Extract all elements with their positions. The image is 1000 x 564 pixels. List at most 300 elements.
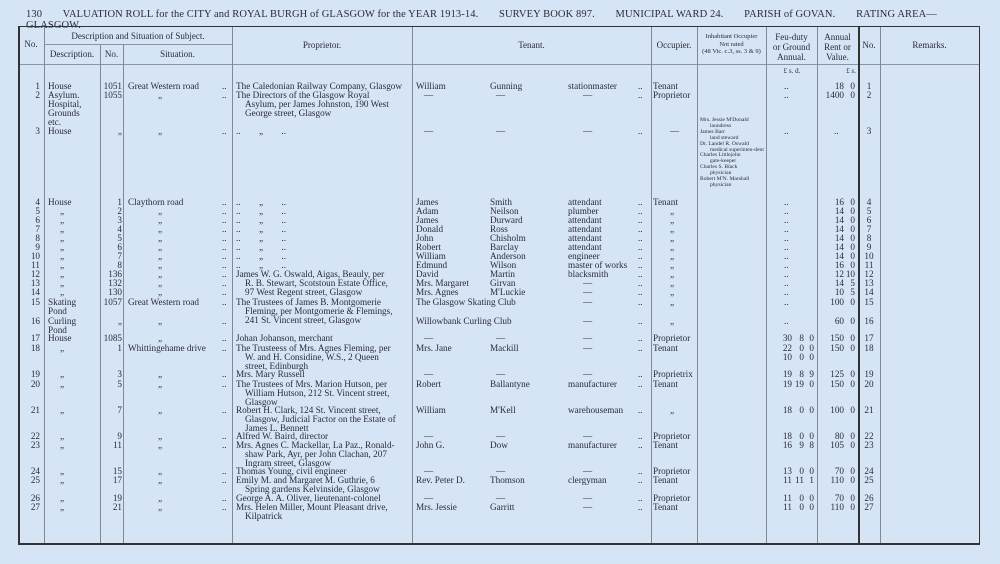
header-line: Value. [826, 52, 849, 62]
description: „ [60, 233, 65, 243]
description: „ [60, 475, 65, 485]
row-number: 2 [35, 90, 40, 100]
header-line: Feu-duty [775, 32, 808, 42]
feu-duty-pence: 8 [809, 440, 814, 450]
house-number: 17 [112, 475, 122, 485]
tenant-occupation: master of works [568, 260, 628, 270]
tenant-occupation: plumber [568, 206, 599, 216]
roll-title: VALUATION ROLL for the CITY and ROYAL BURGH of GLASGOW for the YEAR 1913-14. [62, 9, 479, 20]
situation: „ [158, 251, 163, 261]
occupier: Tenant [653, 502, 678, 512]
proprietor: .. „ .. [236, 126, 287, 136]
rent-shillings: 0 [850, 431, 855, 441]
header-feu-duty [766, 32, 817, 62]
tenant-surname: Smith [490, 197, 512, 207]
rent-pounds: 60 [834, 316, 844, 326]
tenant-occupation: — [583, 90, 593, 100]
tenant-surname: — [496, 333, 506, 343]
proprietor: Glasgow, Judicial Factor on the Estate of [245, 414, 396, 424]
inhabitant-occupier-line: land steward [710, 134, 739, 141]
row-number: 21 [30, 405, 40, 415]
proprietor: The Trustees of Mrs. Marion Hutson, per [236, 379, 388, 389]
occupier: Proprietor [653, 90, 691, 100]
tenant-occupation: attendant [568, 233, 602, 243]
tenant-occupation: — [583, 278, 593, 288]
tenant-first-name: William [416, 405, 446, 415]
row-number-right: 18 [864, 343, 874, 353]
leader-dots: .. [222, 126, 227, 136]
occupier: „ [670, 405, 675, 415]
feu-duty-pence: 0 [809, 333, 814, 343]
header-description: Description. [49, 49, 95, 59]
tenant-first-name: Mrs. Agnes [416, 287, 459, 297]
proprietor: The Trustees of James B. Montgomerie [236, 297, 381, 307]
table-row [0, 206, 1000, 216]
leader-dots: .. [222, 269, 227, 279]
header-line: Rent or [824, 42, 851, 52]
inhabitant-occupier-line: physician [710, 170, 732, 177]
rent-pounds: 70 [834, 493, 844, 503]
rent-pounds: 16 [834, 197, 844, 207]
feu-duty: .. [784, 126, 789, 136]
header-line: (48 Vic. c.3, ss. 3 & 9) [702, 48, 761, 55]
feu-duty-shillings: 8 [799, 369, 804, 379]
description: etc. [48, 117, 62, 127]
feu-duty-shillings: 0 [799, 405, 804, 415]
column-divider [817, 27, 818, 543]
description: „ [60, 251, 65, 261]
row-number: 17 [30, 333, 40, 343]
occupier: Tenant [653, 343, 678, 353]
table-row [0, 475, 1000, 494]
header-no: No. [24, 39, 38, 49]
column-divider [100, 44, 101, 543]
tenant-first-name: Robert [416, 379, 442, 389]
rent-shillings: 0 [850, 90, 855, 100]
feu-duty: .. [784, 90, 789, 100]
row-number: 8 [35, 233, 40, 243]
description: Skating [48, 297, 77, 307]
rent-pounds: 100 [830, 297, 844, 307]
tenant-first-name: Edmund [416, 260, 448, 270]
row-number-right: 27 [864, 502, 874, 512]
tenant-occupation: attendant [568, 242, 602, 252]
tenant-first-name: Donald [416, 224, 444, 234]
occupier: — [670, 126, 680, 136]
feu-duty-shillings: 0 [799, 493, 804, 503]
annual-rent: .. [834, 126, 839, 136]
feu-duty-pounds: 30 [782, 333, 792, 343]
column-divider [651, 27, 652, 543]
rent-shillings: 0 [850, 369, 855, 379]
rent-pounds: 10 [834, 287, 844, 297]
row-number-right: 10 [864, 251, 874, 261]
house-number: 7 [117, 405, 122, 415]
house-number: 8 [117, 260, 122, 270]
proprietor: .. „ .. [236, 206, 287, 216]
proprietor: Robert H. Clark, 124 St. Vincent street, [236, 405, 381, 415]
situation: „ [158, 206, 163, 216]
feu-duty-shillings: 9 [799, 440, 804, 450]
tenant-occupation: — [583, 126, 593, 136]
house-number: 130 [108, 287, 122, 297]
tenant-occupation: — [583, 431, 593, 441]
situation: „ [158, 215, 163, 225]
proprietor: Spring gardens Kelvinside, Glasgow [245, 484, 380, 494]
occupier: „ [670, 251, 675, 261]
description: House [48, 197, 72, 207]
leader-dots: .. [638, 197, 643, 207]
description: „ [60, 379, 65, 389]
header-line: Annual [824, 32, 851, 42]
proprietor: James L. Bennett [245, 423, 309, 433]
proprietor: Emily M. and Margaret M. Guthrie, 6 [236, 475, 375, 485]
table-row [0, 215, 1000, 225]
feu-duty: .. [784, 251, 789, 261]
table-row [0, 379, 1000, 407]
leader-dots: .. [638, 206, 643, 216]
description: House [48, 333, 72, 343]
page-title [26, 9, 1000, 31]
feu-duty-pence: 0 [809, 352, 814, 362]
tenant-occupation: — [583, 287, 593, 297]
tenant-occupation: — [583, 333, 593, 343]
tenant-first-name: William [416, 251, 446, 261]
feu-duty: .. [784, 297, 789, 307]
tenant-first-name: — [424, 126, 434, 136]
table-row [0, 502, 1000, 521]
house-number: 1085 [103, 333, 122, 343]
leader-dots: .. [638, 233, 643, 243]
leader-dots: .. [222, 81, 227, 91]
tenant-surname: — [496, 126, 506, 136]
inhabitant-occupier-line: Dr. Landel R. Oswald [700, 140, 749, 147]
header-line: Annual. [777, 52, 806, 62]
table-row [0, 81, 1000, 91]
occupier: Tenant [653, 475, 678, 485]
row-number: 24 [30, 466, 40, 476]
situation: „ [158, 475, 163, 485]
leader-dots: .. [222, 369, 227, 379]
rent-pounds: 14 [834, 251, 844, 261]
situation: „ [158, 333, 163, 343]
inhabitant-occupier-line: gate-keeper [710, 158, 737, 165]
tenant-surname: Ross [490, 224, 508, 234]
proprietor: shaw Park, Ayr, per John Clachan, 207 [245, 449, 387, 459]
row-number: 9 [35, 242, 40, 252]
feu-duty: .. [784, 224, 789, 234]
leader-dots: .. [222, 316, 227, 326]
header-proprietor: Proprietor. [302, 40, 342, 50]
tenant-first-name: John G. [416, 440, 445, 450]
feu-duty-shillings: 0 [799, 502, 804, 512]
occupier: Tenant [653, 81, 678, 91]
page-number: 130 [26, 9, 43, 20]
occupier: „ [670, 269, 675, 279]
tenant-occupation: — [583, 297, 593, 307]
feu-duty-pounds: 11 [783, 502, 792, 512]
proprietor: Fleming, per Montgomerie & Flemings, [245, 306, 393, 316]
row-number: 10 [30, 251, 40, 261]
occupier: Proprietor [653, 333, 691, 343]
header-line: Inhabitant Occupier [705, 33, 758, 40]
situation: „ [158, 278, 163, 288]
tenant-surname: Neilson [490, 206, 519, 216]
header-divider [18, 64, 980, 65]
situation: „ [158, 269, 163, 279]
feu-duty-pence: 1 [809, 475, 814, 485]
occupier: Proprietor [653, 493, 691, 503]
rent-pounds: 14 [834, 242, 844, 252]
leader-dots: .. [638, 126, 643, 136]
tenant-first-name: James [416, 197, 439, 207]
row-number: 16 [30, 316, 40, 326]
rent-pounds: 110 [830, 502, 844, 512]
tenant-surname: Thomson [490, 475, 525, 485]
tenant-first-name: William [416, 81, 446, 91]
tenant-first-name: Willowbank Curling Club [416, 316, 512, 326]
rent-shillings: 0 [850, 405, 855, 415]
row-number: 18 [30, 343, 40, 353]
description: Asylum. [48, 90, 80, 100]
header-annual-rent [817, 32, 858, 62]
leader-dots: .. [638, 475, 643, 485]
inhabitant-occupiers-list [700, 118, 764, 189]
proprietor: William Hutson, 212 St. Vincent street, [245, 388, 390, 398]
inhabitant-occupier-line: medical superinten-dent [710, 146, 764, 153]
leader-dots: .. [638, 343, 643, 353]
feu-duty-pence: 0 [809, 431, 814, 441]
rent-shillings: 0 [850, 343, 855, 353]
inhabitant-occupier-line: Charles S. Black [700, 164, 738, 171]
subheader-divider [44, 44, 232, 45]
inhabitant-occupier-line: Robert M'N. Marshall [700, 176, 750, 183]
rent-shillings: 0 [850, 475, 855, 485]
tenant-occupation: engineer [568, 251, 600, 261]
row-number: 12 [30, 269, 40, 279]
row-number-right: 17 [864, 333, 874, 343]
tenant-first-name: Rev. Peter D. [416, 475, 465, 485]
proprietor: Asylum, per James Johnston, 190 West [245, 99, 389, 109]
feu-duty-pounds: 22 [782, 343, 792, 353]
row-number: 19 [30, 369, 40, 379]
proprietor: James W. G. Oswald, Aigas, Beauly, per [236, 269, 385, 279]
inhabitant-occupier-line: physician [710, 181, 732, 188]
proprietor: .. „ .. [236, 197, 287, 207]
leader-dots: .. [222, 197, 227, 207]
proprietor: The Trusteess of Mrs. Agnes Fleming, per [236, 343, 391, 353]
table-bottom-border [18, 543, 980, 545]
description: „ [60, 224, 65, 234]
rent-pounds: 14 [834, 215, 844, 225]
situation: „ [158, 466, 163, 476]
leader-dots: .. [222, 224, 227, 234]
leader-dots: .. [638, 260, 643, 270]
description: „ [60, 369, 65, 379]
leader-dots: .. [222, 242, 227, 252]
table-row [0, 466, 1000, 476]
rent-shillings: 0 [850, 502, 855, 512]
tenant-surname: Durward [490, 215, 523, 225]
header-no-right: No. [862, 40, 876, 50]
feu-duty: .. [784, 233, 789, 243]
occupier: Tenant [653, 379, 678, 389]
row-number-right: 4 [866, 197, 872, 207]
column-divider [232, 27, 233, 543]
proprietor: Alfred W. Baird, director [236, 431, 329, 441]
rent-shillings: 0 [850, 440, 855, 450]
house-number: 1 [117, 197, 122, 207]
situation: „ [158, 493, 163, 503]
leader-dots: .. [222, 466, 227, 476]
rent-shillings: 0 [850, 493, 855, 503]
description: Grounds [48, 108, 80, 118]
row-number: 15 [30, 297, 40, 307]
table-row [0, 224, 1000, 234]
tenant-surname: M'Kell [490, 405, 516, 415]
inhabitant-occupier-line: James Barr [700, 128, 726, 135]
feu-duty-shillings: 19 [794, 379, 804, 389]
feu-duty: .. [784, 197, 789, 207]
header-remarks: Remarks. [912, 40, 947, 50]
feu-duty-shillings: 0 [799, 466, 804, 476]
feu-duty-shillings: 0 [799, 352, 804, 362]
house-number: 15 [112, 466, 122, 476]
tenant-surname: — [496, 90, 506, 100]
header-tenant: Tenant. [518, 40, 545, 50]
tenant-occupation: warehouseman [568, 405, 624, 415]
house-number: 6 [117, 242, 122, 252]
table-row [0, 233, 1000, 243]
description: Pond [48, 306, 67, 316]
tenant-first-name: John [416, 233, 434, 243]
row-number-right: 23 [864, 440, 874, 450]
leader-dots: .. [638, 242, 643, 252]
feu-duty-shillings: 0 [799, 431, 804, 441]
tenant-surname: — [496, 369, 506, 379]
table-row [0, 251, 1000, 261]
row-number: 3 [35, 126, 40, 136]
leader-dots: .. [638, 269, 643, 279]
house-number: 132 [108, 278, 122, 288]
feu-duty: .. [784, 316, 789, 326]
house-number: 5 [117, 233, 122, 243]
row-number-right: 1 [866, 81, 872, 91]
leader-dots: .. [222, 206, 227, 216]
rent-pounds: 110 [830, 475, 844, 485]
leader-dots: .. [638, 440, 643, 450]
leader-dots: .. [222, 278, 227, 288]
table-top-border [18, 26, 980, 27]
tenant-first-name: The Glasgow Skating Club [416, 297, 516, 307]
situation: Great Western road [128, 297, 200, 307]
tenant-surname: Wilson [490, 260, 517, 270]
tenant-first-name: — [424, 493, 434, 503]
feu-duty: .. [784, 260, 789, 270]
table-row [0, 431, 1000, 441]
row-number-right: 16 [864, 316, 874, 326]
leader-dots: .. [638, 224, 643, 234]
house-number: „ [117, 126, 122, 136]
house-number: 1055 [103, 90, 122, 100]
house-number: „ [117, 316, 122, 326]
rent-shillings: 0 [850, 224, 855, 234]
table-row [0, 260, 1000, 270]
situation: „ [158, 126, 163, 136]
row-number-right: 13 [864, 278, 874, 288]
header-inhabitant-occupier [697, 33, 766, 56]
proprietor: W. and H. Considine, W.S., 2 Queen [245, 352, 379, 362]
leader-dots: .. [638, 278, 643, 288]
description: Curling [48, 316, 77, 326]
leader-dots: .. [222, 233, 227, 243]
feu-duty-pence: 0 [809, 405, 814, 415]
leader-dots: .. [638, 316, 643, 326]
row-number: 4 [35, 197, 40, 207]
row-number: 11 [31, 260, 40, 270]
proprietor: 97 West Regent street, Glasgow [245, 287, 363, 297]
leader-dots: .. [638, 405, 643, 415]
occupier: „ [670, 206, 675, 216]
rent-pounds: 14 [834, 233, 844, 243]
row-number-right: 5 [866, 206, 872, 216]
description: „ [60, 206, 65, 216]
feu-units: £ s. d. [783, 67, 801, 75]
row-number-right: 2 [866, 90, 872, 100]
tenant-occupation: attendant [568, 197, 602, 207]
house-number: 21 [112, 502, 122, 512]
occupier: Proprietor [653, 431, 691, 441]
description: Hospital, [48, 99, 82, 109]
tenant-first-name: David [416, 269, 439, 279]
rent-shillings: 0 [850, 233, 855, 243]
header-house-no: No. [104, 49, 119, 59]
row-number-right: 3 [866, 126, 872, 136]
situation: „ [158, 369, 163, 379]
leader-dots: .. [222, 251, 227, 261]
tenant-surname: — [496, 493, 506, 503]
row-number-right: 11 [864, 260, 874, 270]
rent-shillings: 5 [850, 278, 855, 288]
rent-pounds: 105 [830, 440, 844, 450]
proprietor: 241 St. Vincent street, Glasgow [245, 315, 362, 325]
tenant-surname: Ballantyne [490, 379, 530, 389]
rent-shillings: 0 [850, 316, 855, 326]
leader-dots: .. [222, 297, 227, 307]
header-situation: Situation. [160, 49, 195, 59]
rent-shillings: 0 [850, 466, 855, 476]
leader-dots: .. [638, 502, 643, 512]
feu-duty-pounds: 19 [782, 369, 792, 379]
proprietor: street, Edinburgh [245, 361, 309, 371]
row-number: 25 [30, 475, 40, 485]
row-number: 7 [35, 224, 40, 234]
description: „ [60, 278, 65, 288]
tenant-first-name: — [424, 333, 434, 343]
proprietor: Mrs. Helen Miller, Mount Pleasant drive, [236, 502, 388, 512]
description: „ [60, 431, 65, 441]
proprietor: Mrs. Agnes C. Mackellar, La Paz., Ronald- [236, 440, 395, 450]
table-row [0, 405, 1000, 433]
rent-units: £ s. [846, 67, 856, 75]
description: „ [60, 215, 65, 225]
house-number: 4 [117, 224, 122, 234]
leader-dots: .. [222, 440, 227, 450]
tenant-first-name: — [424, 431, 434, 441]
row-number: 1 [35, 81, 40, 91]
rent-pounds: 14 [834, 206, 844, 216]
rent-shillings: 0 [850, 297, 855, 307]
